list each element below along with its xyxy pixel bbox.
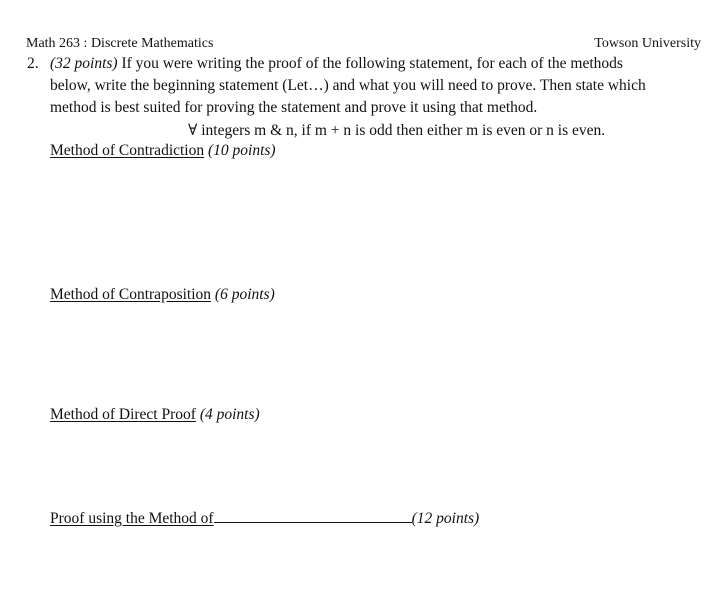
- question-points: (32 points): [50, 55, 118, 72]
- question-intro: If you were writing the proof of the following statement, for each of the methods: [121, 55, 623, 72]
- contradiction-label: Method of Contradiction: [50, 142, 205, 159]
- chosen-method-label: Proof using the Method of: [50, 510, 214, 527]
- section-contradiction: [50, 142, 276, 160]
- direct-proof-label: Method of Direct Proof: [50, 406, 196, 423]
- direct-proof-points: (4 points): [199, 406, 260, 423]
- question-text-line-3: method is best suited for proving the statement and prove it using that method.: [50, 99, 538, 116]
- course-title: Math 263 : Discrete Mathematics: [26, 36, 214, 51]
- question-text-line-1: [50, 55, 623, 73]
- contraposition-label: Method of Contraposition: [50, 286, 212, 303]
- method-blank-line[interactable]: [214, 508, 412, 523]
- section-chosen-method: [50, 508, 479, 528]
- section-direct-proof: [50, 406, 260, 424]
- university-name: Towson University: [594, 36, 701, 51]
- question-text-line-2: below, write the beginning statement (Let…) and what you will need to prove. Then state which: [50, 77, 646, 94]
- question-number: 2.: [27, 55, 39, 72]
- contradiction-points: (10 points): [208, 142, 276, 159]
- section-contraposition: [50, 286, 275, 304]
- statement-to-prove: ∀ integers m & n, if m + n is odd then either m is even or n is even.: [188, 122, 606, 139]
- contraposition-points: (6 points): [214, 286, 275, 303]
- chosen-method-points: (12 points): [411, 510, 480, 527]
